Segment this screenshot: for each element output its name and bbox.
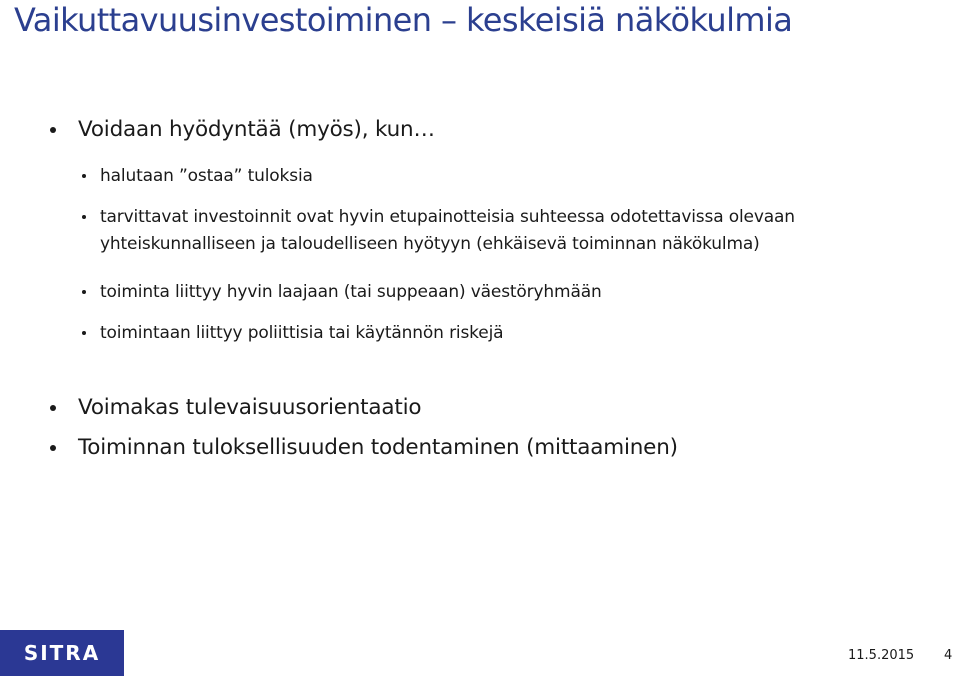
sub-bullet-icon <box>82 290 86 294</box>
bullet-item: Voimakas tulevaisuusorientaatio <box>78 395 422 420</box>
bullet-item: Toiminnan tuloksellisuuden todentaminen (mittaaminen) <box>78 435 678 460</box>
sub-bullet-item: halutaan ”ostaa” tuloksia <box>100 166 313 186</box>
sitra-logo <box>0 630 124 676</box>
sub-bullet-icon <box>82 331 86 335</box>
sub-bullet-item-continuation: yhteiskunnalliseen ja taloudelliseen hyötyyn (ehkäisevä toiminnan näkökulma) <box>100 234 760 254</box>
footer-date: 11.5.2015 <box>848 648 915 663</box>
sub-bullet-item: toiminta liittyy hyvin laajaan (tai suppeaan) väestöryhmään <box>100 282 602 302</box>
bullet-item: Voidaan hyödyntää (myös), kun… <box>78 117 435 142</box>
sub-bullet-icon <box>82 174 86 178</box>
sub-bullet-item: toimintaan liittyy poliittisia tai käytännön riskejä <box>100 323 504 343</box>
slide-title: Vaikuttavuusinvestoiminen – keskeisiä näkökulmia <box>14 1 793 39</box>
logo-text: SITRA <box>23 641 101 665</box>
bullet-icon <box>50 445 56 451</box>
sub-bullet-item: tarvittavat investoinnit ovat hyvin etupainotteisia suhteessa odotettavissa olevaan <box>100 207 795 227</box>
bullet-icon <box>50 127 56 133</box>
page-number: 4 <box>944 648 953 663</box>
bullet-icon <box>50 405 56 411</box>
sub-bullet-icon <box>82 215 86 219</box>
